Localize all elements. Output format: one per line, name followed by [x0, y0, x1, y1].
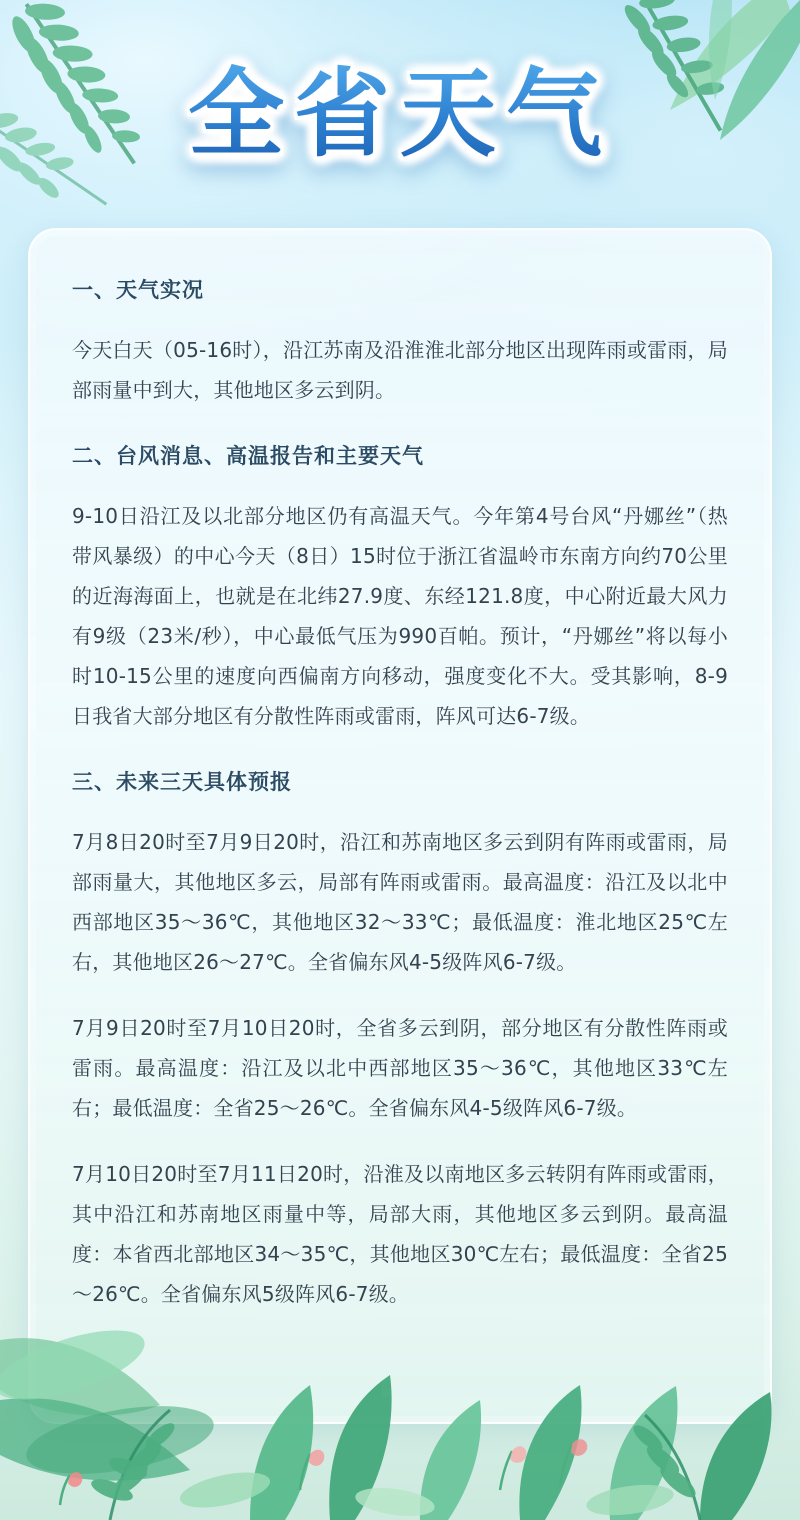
content-card [28, 228, 772, 1424]
section-1-paragraph-1: 今天白天（05-16时），沿江苏南及沿淮淮北部分地区出现阵雨或雷雨，局部雨量中到大，其他地区多云到阴。 [72, 338, 728, 402]
section-heading-1: 一、天气实况 [72, 278, 204, 302]
section-heading-3: 三、未来三天具体预报 [72, 770, 292, 794]
section-heading-2: 二、台风消息、高温报告和主要天气 [72, 444, 424, 468]
section-3-paragraph-1: 7月8日20时至7月9日20时，沿江和苏南地区多云到阴有阵雨或雷雨，局部雨量大，其他地区多云，局部有阵雨或雷雨。最高温度：沿江及以北中西部地区35～36℃，其他地区32～33℃；最低温度：淮北地区25℃左右，其他地区26～27℃。全省偏东风4-5级阵风6-7级。 [72, 830, 728, 974]
section-3-paragraph-2: 7月9日20时至7月10日20时，全省多云到阴，部分地区有分散性阵雨或雷雨。最高温度：沿江及以北中西部地区35～36℃，其他地区33℃左右；最低温度：全省25～26℃。全省偏东风4-5级阵风6-7级。 [72, 1016, 728, 1120]
poster-title-wrap [0, 58, 800, 170]
section-2-paragraph-1: 9-10日沿江及以北部分地区仍有高温天气。今年第4号台风“丹娜丝”（热带风暴级）的中心今天（8日）15时位于浙江省温岭市东南方向约70公里的近海海面上，也就是在北纬27.9度、东经121.8度，中心附近最大风力有9级（23米/秒），中心最低气压为990百帕。预计，“丹娜丝”将以每小时10-15公里的速度向西偏南方向移动，强度变化不大。受其影响，8-9日我省大部分地区有分散性阵雨或雷雨，阵风可达6-7级。 [72, 504, 728, 728]
section-3-paragraph-3: 7月10日20时至7月11日20时，沿淮及以南地区多云转阴有阵雨或雷雨，其中沿江和苏南地区雨量中等，局部大雨，其他地区多云到阴。最高温度：本省西北部地区34～35℃，其他地区30℃左右；最低温度：全省25～26℃。全省偏东风5级阵风6-7级。 [72, 1162, 728, 1306]
page-title: 全省天气 [188, 58, 612, 170]
